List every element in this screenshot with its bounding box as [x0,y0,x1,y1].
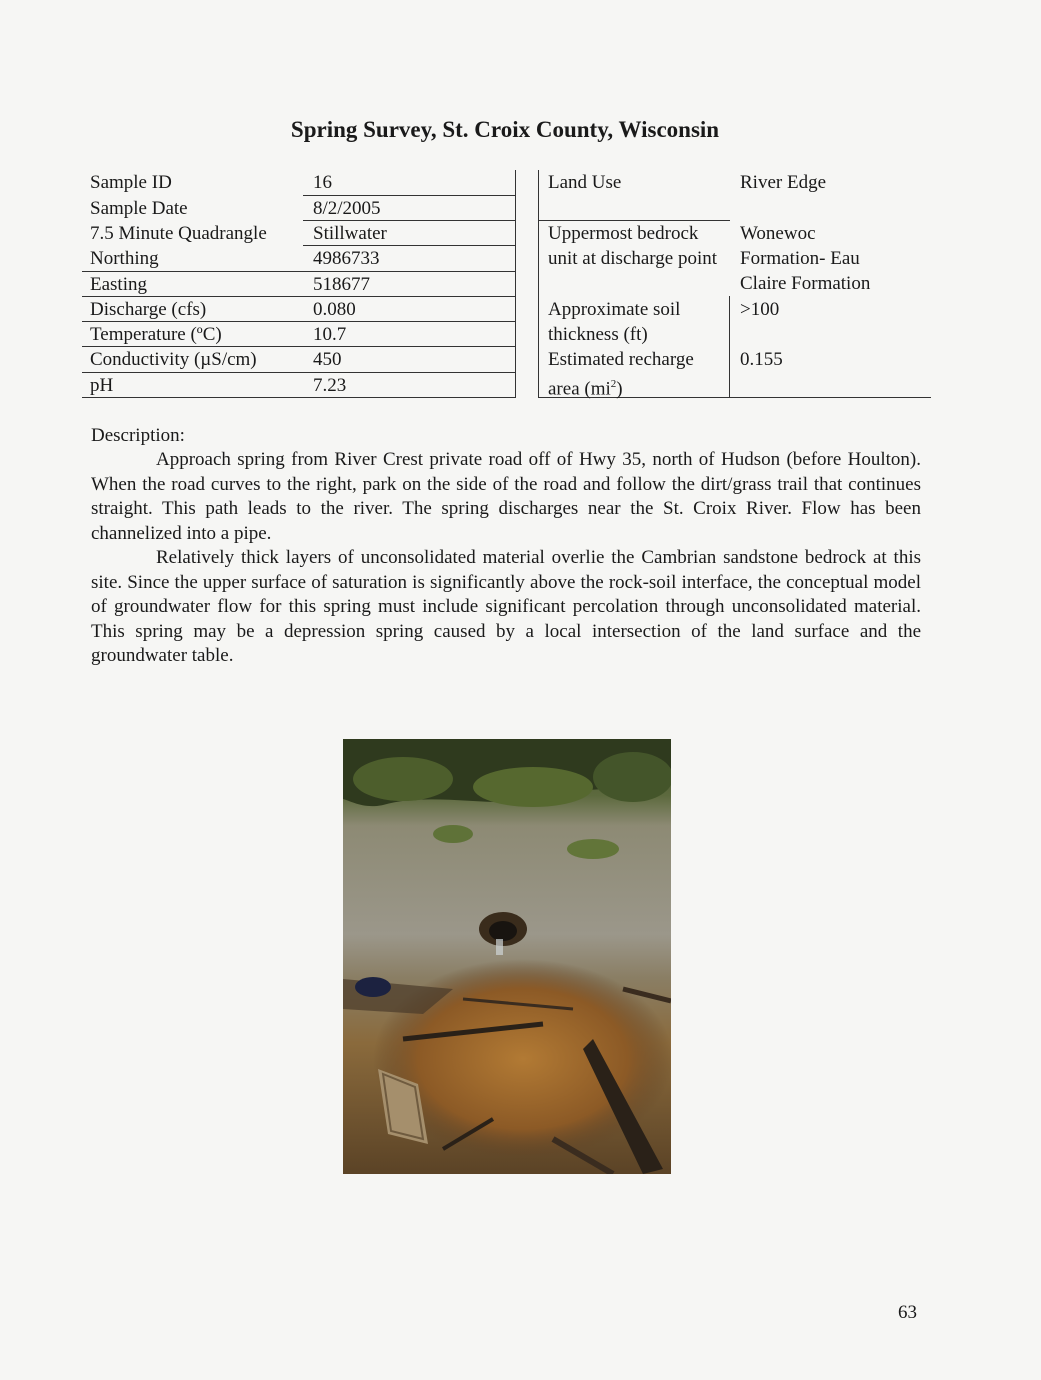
label-bedrock: Uppermost bedrock unit at discharge point [548,223,718,269]
value-conductivity: 450 [313,349,342,370]
table-border [538,170,539,398]
label-temperature: Temperature (ºC) [90,324,222,345]
description-paragraph: Approach spring from River Crest private road off of Hwy 35, north of Hudson (before Houlton). When the road curves to the right, park on the side of the road and follow the dirt/grass trail that continues straight. This path leads to the river. The spring discharges near the St. Croix River. Flow has been channelized into a pipe. [91,449,921,544]
table-border [515,170,516,398]
label-soil-thickness: Approximate soil thickness (ft) [548,299,681,345]
label-sample-id: Sample ID [90,172,172,193]
table-rule [303,195,515,196]
label-recharge-area [548,347,720,401]
value-soil-thickness: >100 [740,299,780,320]
spring-photo [343,739,671,1174]
page-number: 63 [898,1302,917,1323]
table-rule [82,321,515,322]
value-temperature: 10.7 [313,324,347,345]
table-rule [82,397,515,398]
description-label: Description: [91,425,185,446]
table-rule [303,220,515,221]
recharge-label-sup: 2 [610,378,617,390]
value-discharge: 0.080 [313,299,356,320]
value-easting: 518677 [313,274,370,295]
table-rule [82,372,515,373]
recharge-label-text: Estimated recharge area (mi [548,349,694,400]
value-land-use: River Edge [740,172,827,193]
label-sample-date: Sample Date [90,198,188,219]
label-discharge: Discharge (cfs) [90,299,207,320]
value-ph: 7.23 [313,375,347,396]
page-title: Spring Survey, St. Croix County, Wisconsin [290,117,720,142]
value-bedrock: Wonewoc Formation- Eau Claire Formation [740,223,871,294]
label-easting: Easting [90,274,147,295]
label-quadrangle: 7.5 Minute Quadrangle [90,223,267,244]
label-conductivity: Conductivity (µS/cm) [90,349,257,370]
recharge-label-suffix: ) [616,378,623,400]
label-land-use: Land Use [548,172,622,193]
table-rule [82,271,515,272]
value-sample-id: 16 [313,172,332,193]
value-northing: 4986733 [313,248,380,269]
label-northing: Northing [90,248,159,269]
table-border [729,296,730,398]
value-quadrangle: Stillwater [313,223,387,244]
description-body [91,448,921,669]
value-sample-date: 8/2/2005 [313,198,381,219]
label-ph: pH [90,375,114,396]
table-rule [82,296,515,297]
table-rule [82,346,515,347]
description-paragraph: Relatively thick layers of unconsolidated material overlie the Cambrian sandstone bedrock at this site. Since the upper surface of saturation is significantly above the rock-soil interface, the conceptual model of groundwater flow for this spring must include significant percolation through unconsolidated material. This spring may be a depression spring caused by a local intersection of the land surface and the groundwater table. [91,547,921,666]
table-rule [303,245,515,246]
value-recharge-area: 0.155 [740,349,783,370]
